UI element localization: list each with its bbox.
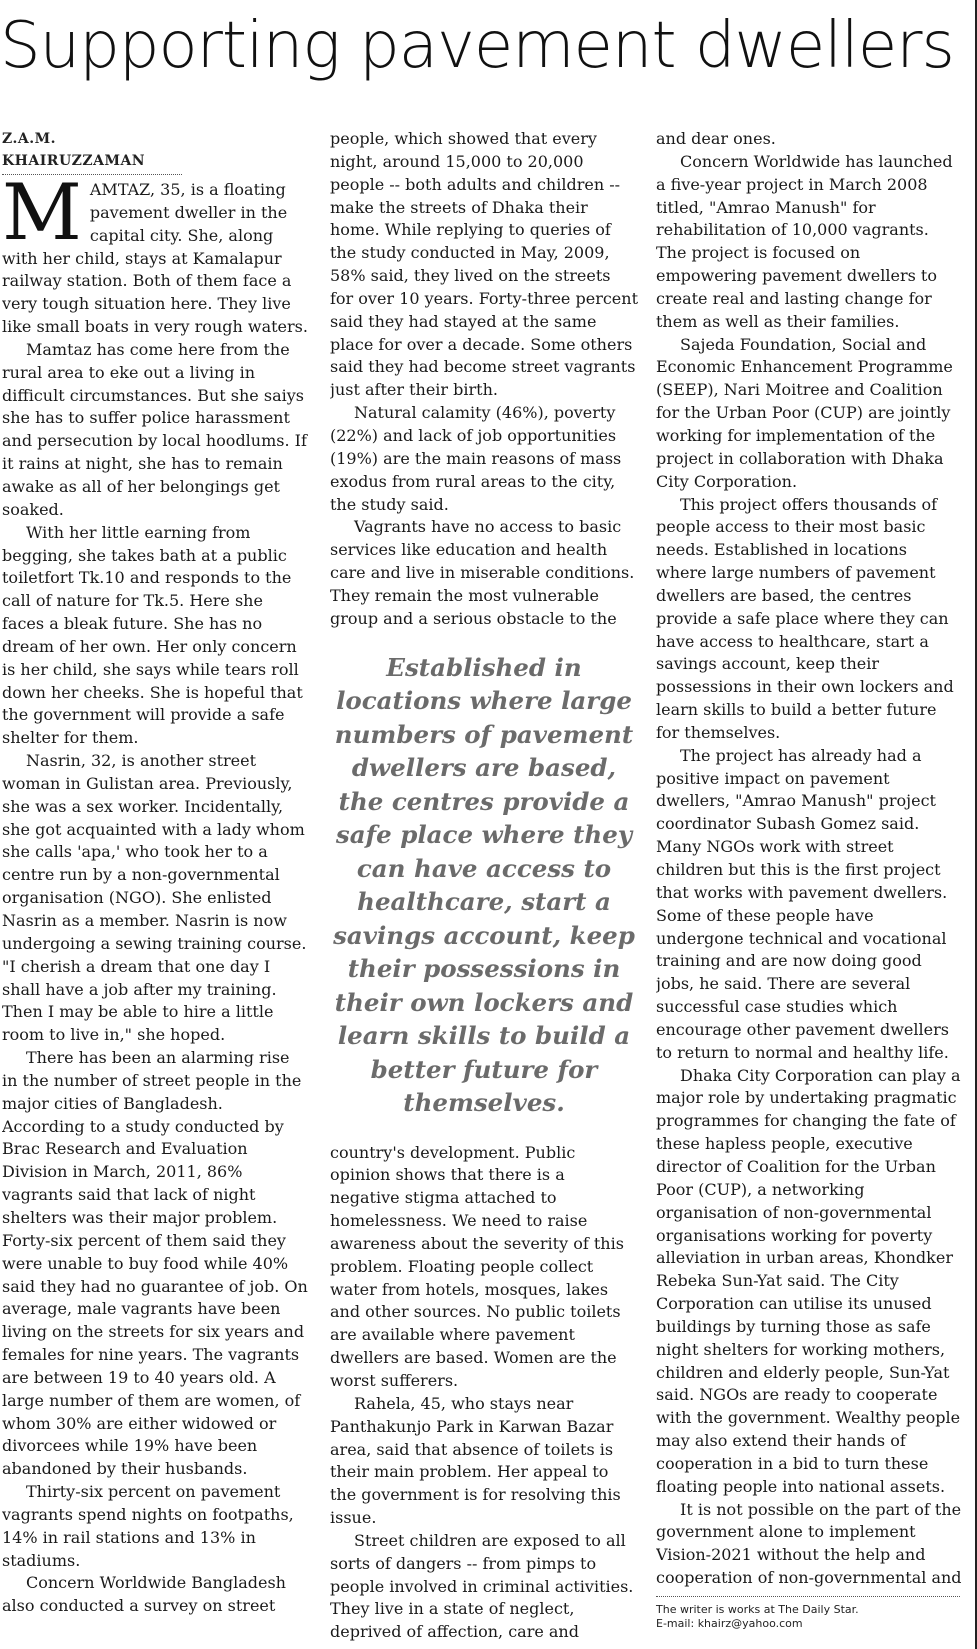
paragraph: Sajeda Foundation, Social and Economic Enhancement Programme (SEEP), Nari Moitree and Coalition for the Urban Poor (CUP) are jointly working for implementation of the project in collaboration with Dhaka City Corporation. <box>656 334 953 491</box>
paragraph: There has been an alarming rise in the number of street people in the major cities of Bangladesh. According to a study conducted by Brac Research and Evaluation Division in March, 2011, 86% vagrants said that lack of night shelters was their major problem. Forty-six percent of them said they were unable to buy food while 40% said they had no guarantee of job. On average, male vagrants have been living on the streets for six years and females for nine years. The vagrants are between 19 to 40 years old. A large number of them are women, of whom 30% are either widowed or divorcees while 19% have been abandoned by their husbands. <box>2 1048 308 1479</box>
author-email: E-mail: khairz@yahoo.com <box>656 1617 803 1630</box>
drop-cap: M <box>2 168 82 258</box>
paragraph: AMTAZ, 35, is a floating pavement dweller in the capital city. She, along with her child, stays at Kamalapur railway station. Both of them face a very tough situation here. They live like small boats in very rough waters. <box>2 180 308 337</box>
paragraph: Rahela, 45, who stays near Panthakunjo Park in Karwan Bazar area, said that absence of toilets is their main problem. Her appeal to the government is for resolving this issue. <box>330 1393 621 1528</box>
paragraph: Vagrants have no access to basic services like education and health care and live in miserable conditions. They remain the most vulnerable group and a serious obstacle to the <box>330 517 635 628</box>
paragraph: The project has already had a positive impact on pavement dwellers, "Amrao Manush" project coordinator Subash Gomez said. Many NGOs work with street children but this is the first project that works with pavement dwellers. Some of these people have undergone technical and vocational training and are now doing good jobs, he said. There are several successful case studies which encourage other pavement dwellers to return to normal and healthy life. <box>656 745 949 1062</box>
headline: Supporting pavement dwellers <box>0 9 954 83</box>
paragraph: With her little earning from begging, she takes bath at a public toiletfort Tk.10 and responds to the call of nature for Tk.5. Here she faces a bleak future. She has no dream of her own. Her only concern is her child, she says while tears roll down her cheeks. She is hopeful that the government will provide a safe shelter for them. <box>2 522 303 748</box>
paragraph: Street children are exposed to all sorts of dangers -- from pimps to people involved in criminal activities. They live in a state of neglect, deprived of affection, care and <box>330 1530 634 1642</box>
paragraph: country's development. Public opinion shows that there is a negative stigma attached to homelessness. We need to raise awareness about the severity of this problem. Floating people collect water from hotels, mosques, lakes and other sources. No public toilets are available where pavement dwellers are based. Women are the worst sufferers. <box>330 1142 624 1390</box>
paragraph: people, which showed that every night, around 15,000 to 20,000 people -- both adults and children -- make the streets of Dhaka their home. While replying to queries of the study conducted in May, 2009, 58% said, they lived on the streets for over 10 years. Forty-three percent said they had stayed at the same place for over a decade. Some others said they had become street vagrants just after their birth. <box>330 129 638 400</box>
author-note-line: The writer is works at The Daily Star. <box>656 1603 859 1616</box>
byline: Z.A.M. KHAIRUZZAMAN <box>2 128 182 175</box>
column-2 <box>330 128 638 1643</box>
author-note <box>656 1596 960 1631</box>
paragraph: This project offers thousands of people access to their most basic needs. Established in locations where large numbers of pavement dwellers are based, the centres provide a safe place where they can have access to healthcare, start a savings account, keep their possessions in their own lockers and learn skills to build a better future for themselves. <box>656 494 954 742</box>
paragraph: Dhaka City Corporation can play a major role by undertaking pragmatic programmes for changing the fate of these hapless people, executive director of Coalition for the Urban Poor (CUP), a networking organisation of non-governmental organisations working for poverty alleviation in urban areas, Khondker Rebeka Sun-Yat said. The City Corporation can utilise its unused buildings by turning those as safe night shelters for working mothers, children and elderly people, Sun-Yat said. NGOs are ready to cooperate with the government. Wealthy people may also extend their hands of cooperation in a bid to turn these floating people into national assets. <box>656 1065 961 1496</box>
pull-quote: Established in locations where large numbers of pavement dwellers are based, the centres provide a safe place where they can have access to healthcare, start a savings account, keep their possessions in their own lockers and learn skills to build a better future for themselves. <box>333 652 635 1118</box>
paragraph: Concern Worldwide has launched a five-year project in March 2008 titled, "Amrao Manush" for rehabilitation of 10,000 vagrants. The project is focused on empowering pavement dwellers to create real and lasting change for them as well as their families. <box>656 151 953 331</box>
paragraph: Thirty-six percent on pavement vagrants spend nights on footpaths, 14% in rail stations and 13% in stadiums. <box>2 1482 294 1570</box>
paragraph: and dear ones. <box>656 129 776 148</box>
paragraph: It is not possible on the part of the government alone to implement Vision-2021 without the help and cooperation of non-governmental and <box>656 1499 962 1588</box>
column-3 <box>656 128 962 1590</box>
paragraph: Natural calamity (46%), poverty (22%) and lack of job opportunities (19%) are the main reasons of mass exodus from rural areas to the city, the study said. <box>330 403 622 514</box>
paragraph: Concern Worldwide Bangladesh also conducted a survey on street <box>2 1573 286 1616</box>
paragraph: Nasrin, 32, is another street woman in Gulistan area. Previously, she was a sex worker. Incidentally, she got acquainted with a lady whom she calls 'apa,' who took her to a centre run by a non-governmental organisation (NGO). She enlisted Nasrin as a member. Nasrin is now undergoing a sewing training course. "I cherish a dream that one day I shall have a job after my training. Then I may be able to hire a little room to live in," she hoped. <box>2 751 307 1045</box>
column-1 <box>2 128 308 1643</box>
paragraph: Mamtaz has come here from the rural area to eke out a living in difficult circumstances. But she saiys she has to suffer police harassment and persecution by local hoodlums. If it rains at night, she has to remain awake as all of her belongings get soaked. <box>2 339 307 519</box>
